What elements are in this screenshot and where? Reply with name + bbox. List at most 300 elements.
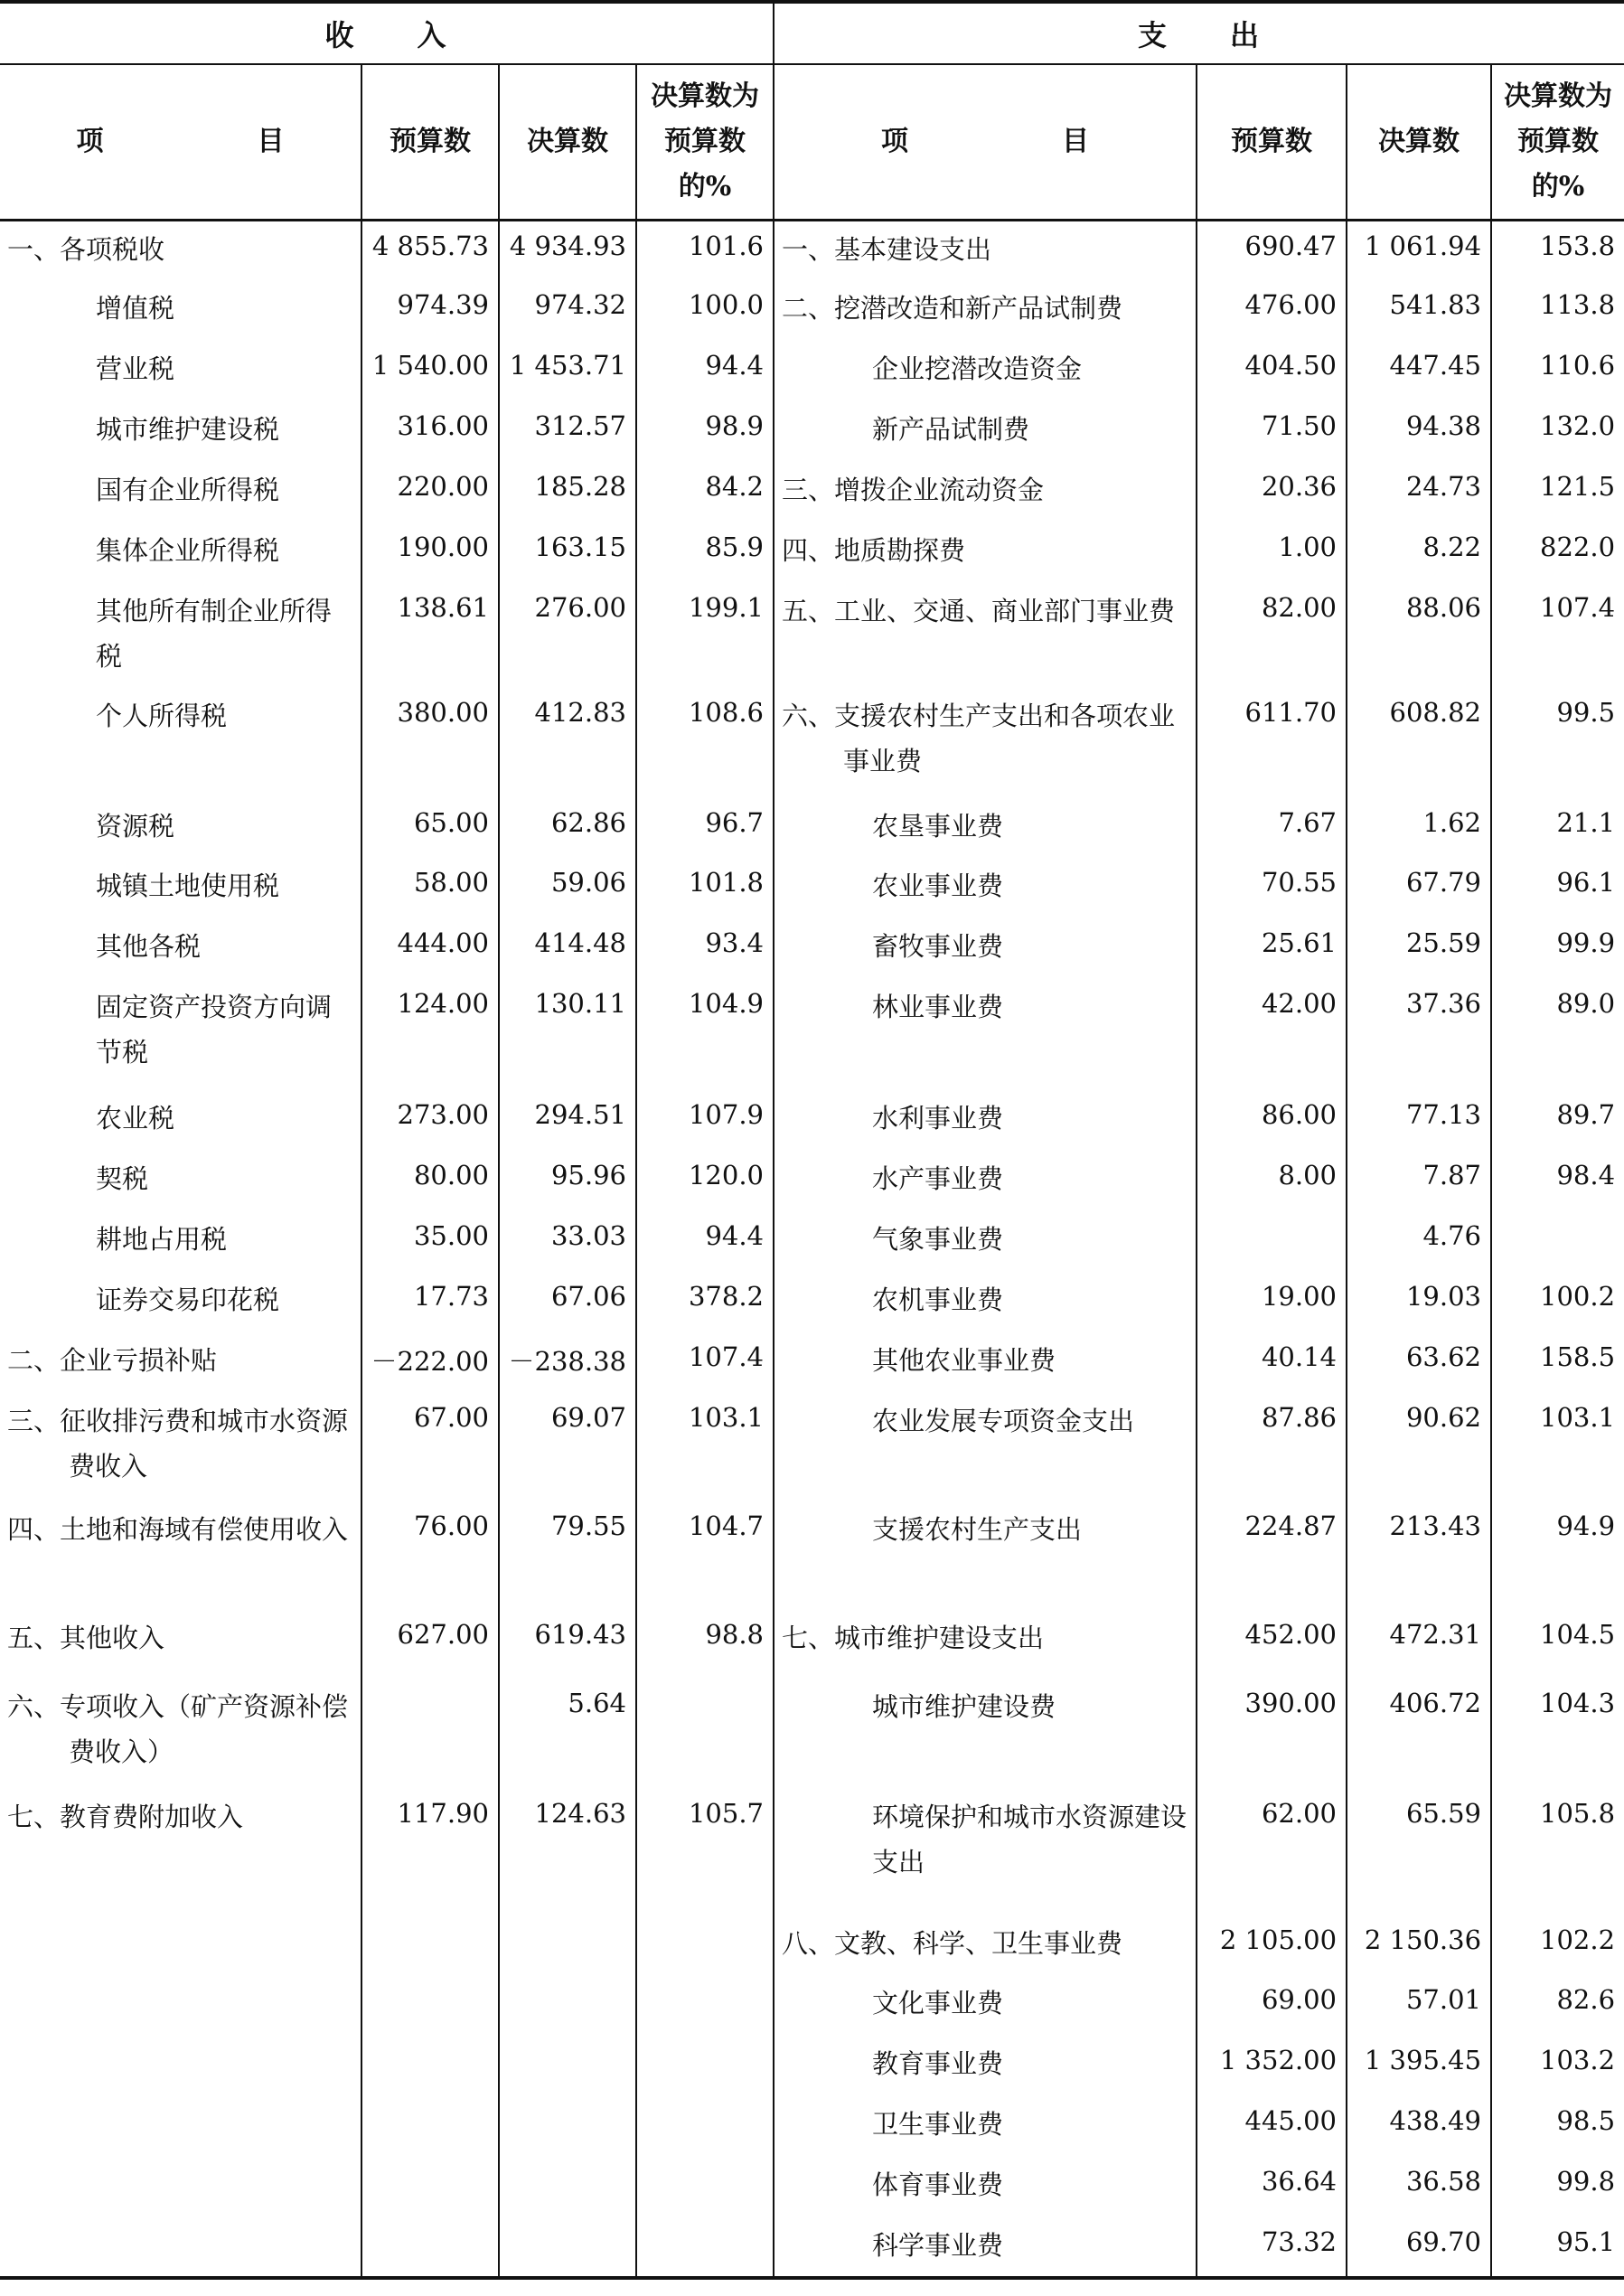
expenditure-budget: 2 105.00 <box>1197 1915 1347 1975</box>
expenditure-item <box>774 1975 1197 2036</box>
income-budget <box>361 2157 499 2217</box>
item-label: 八、文教、科学、卫生事业费 <box>782 1927 1123 1959</box>
table-row <box>0 1090 1624 1151</box>
item-label: 城市维护建设费 <box>872 1690 1056 1722</box>
income-item <box>0 1789 361 1915</box>
income-ratio: 103.1 <box>636 1393 774 1501</box>
expenditure-final: 24.73 <box>1347 462 1491 522</box>
expenditure-item <box>774 2036 1197 2096</box>
item-label: 文化事业费 <box>872 1987 1004 2018</box>
item-label: 五、其他收入 <box>7 1622 165 1653</box>
item-label: 一、各项税收 <box>7 234 165 265</box>
item-label: 营业税 <box>96 353 175 384</box>
item-header-b: 目 <box>257 126 285 157</box>
item-label: 气象事业费 <box>872 1223 1004 1255</box>
item-label: 支援农村生产支出 <box>872 1513 1083 1545</box>
item-label: 农业事业费 <box>872 870 1004 901</box>
income-final <box>499 1975 636 2036</box>
income-item <box>0 280 361 341</box>
table-row <box>0 1211 1624 1272</box>
expenditure-budget: 8.00 <box>1197 1151 1347 1211</box>
expenditure-item <box>774 1090 1197 1151</box>
income-final <box>499 2096 636 2157</box>
item-label: 七、教育费附加收入 <box>7 1801 244 1832</box>
expenditure-item <box>774 2096 1197 2157</box>
item-header-b: 目 <box>1062 126 1090 157</box>
left-item-header <box>0 64 361 221</box>
income-ratio: 104.9 <box>636 979 774 1090</box>
income-budget: 17.73 <box>361 1272 499 1332</box>
expenditure-final: 406.72 <box>1347 1679 1491 1789</box>
item-label: 卫生事业费 <box>872 2108 1004 2140</box>
expenditure-final: 19.03 <box>1347 1272 1491 1332</box>
expenditure-final: 447.45 <box>1347 341 1491 401</box>
income-ratio: 101.8 <box>636 858 774 918</box>
income-item <box>0 798 361 858</box>
expenditure-budget: 445.00 <box>1197 2096 1347 2157</box>
table-row <box>0 2157 1624 2217</box>
expenditure-ratio: 105.8 <box>1491 1789 1624 1915</box>
income-item <box>0 979 361 1090</box>
item-label: 集体企业所得税 <box>96 534 280 566</box>
expenditure-budget: 87.86 <box>1197 1393 1347 1501</box>
expenditure-item <box>774 858 1197 918</box>
expenditure-ratio: 96.1 <box>1491 858 1624 918</box>
income-item <box>0 1272 361 1332</box>
item-label: 农业发展专项资金支出 <box>872 1405 1135 1436</box>
expenditure-item <box>774 401 1197 462</box>
item-label: 城市维护建设税 <box>96 413 280 445</box>
expenditure-final: 438.49 <box>1347 2096 1491 2157</box>
income-budget: 220.00 <box>361 462 499 522</box>
table-row <box>0 1501 1624 1610</box>
expenditure-ratio: 94.9 <box>1491 1501 1624 1610</box>
income-item <box>0 583 361 688</box>
income-final: 67.06 <box>499 1272 636 1332</box>
income-budget <box>361 1679 499 1789</box>
expenditure-item <box>774 918 1197 979</box>
income-budget: 273.00 <box>361 1090 499 1151</box>
income-final: 619.43 <box>499 1610 636 1679</box>
expenditure-final: 25.59 <box>1347 918 1491 979</box>
income-budget: 124.00 <box>361 979 499 1090</box>
table-row <box>0 1789 1624 1915</box>
income-item <box>0 522 361 583</box>
expenditure-item <box>774 522 1197 583</box>
expenditure-ratio: 104.3 <box>1491 1679 1624 1789</box>
expenditure-budget: 611.70 <box>1197 688 1347 798</box>
table-row <box>0 1151 1624 1211</box>
income-item <box>0 858 361 918</box>
expenditure-ratio: 100.2 <box>1491 1272 1624 1332</box>
table-row <box>0 858 1624 918</box>
income-final: 5.64 <box>499 1679 636 1789</box>
income-final: 412.83 <box>499 688 636 798</box>
income-budget: 1 540.00 <box>361 341 499 401</box>
income-item <box>0 1090 361 1151</box>
expenditure-ratio: 98.5 <box>1491 2096 1624 2157</box>
expenditure-final: 94.38 <box>1347 401 1491 462</box>
item-label: 教育事业费 <box>872 2047 1004 2079</box>
item-label: 水产事业费 <box>872 1162 1004 1194</box>
expenditure-budget: 42.00 <box>1197 979 1347 1090</box>
item-label: 三、征收排污费和城市水资源费收入 <box>7 1405 349 1482</box>
expenditure-ratio: 99.9 <box>1491 918 1624 979</box>
expenditure-item <box>774 1679 1197 1789</box>
income-budget: 380.00 <box>361 688 499 798</box>
income-ratio: 98.9 <box>636 401 774 462</box>
income-final: 974.32 <box>499 280 636 341</box>
expenditure-item <box>774 1915 1197 1975</box>
expenditure-budget: 690.47 <box>1197 221 1347 280</box>
income-budget: 76.00 <box>361 1501 499 1610</box>
item-label: 企业挖潜改造资金 <box>872 353 1083 384</box>
expenditure-budget <box>1197 1211 1347 1272</box>
income-ratio: 378.2 <box>636 1272 774 1332</box>
item-label: 体育事业费 <box>872 2169 1004 2200</box>
expenditure-budget: 36.64 <box>1197 2157 1347 2217</box>
table-row <box>0 1975 1624 2036</box>
expenditure-final: 4.76 <box>1347 1211 1491 1272</box>
income-ratio: 100.0 <box>636 280 774 341</box>
expenditure-budget: 1.00 <box>1197 522 1347 583</box>
item-label: 资源税 <box>96 810 175 842</box>
expenditure-final: 57.01 <box>1347 1975 1491 2036</box>
expenditure-item <box>774 688 1197 798</box>
expenditure-final: 1.62 <box>1347 798 1491 858</box>
item-label: 固定资产投资方向调节税 <box>96 991 333 1068</box>
table-row <box>0 1679 1624 1789</box>
item-label: 七、城市维护建设支出 <box>782 1622 1045 1653</box>
income-budget: 35.00 <box>361 1211 499 1272</box>
expenditure-final: 8.22 <box>1347 522 1491 583</box>
item-label: 农机事业费 <box>872 1284 1004 1315</box>
income-item <box>0 2217 361 2278</box>
expenditure-ratio: 99.5 <box>1491 688 1624 798</box>
expenditure-ratio: 98.4 <box>1491 1151 1624 1211</box>
item-label: 林业事业费 <box>872 991 1004 1022</box>
item-label: 四、土地和海域有偿使用收入 <box>7 1513 349 1545</box>
expenditure-final: 1 061.94 <box>1347 221 1491 280</box>
income-item <box>0 221 361 280</box>
income-budget: 65.00 <box>361 798 499 858</box>
income-budget: 58.00 <box>361 858 499 918</box>
expenditure-budget: 7.67 <box>1197 798 1347 858</box>
expenditure-ratio: 95.1 <box>1491 2217 1624 2278</box>
table-row <box>0 688 1624 798</box>
expenditure-budget: 82.00 <box>1197 583 1347 688</box>
item-label: 国有企业所得税 <box>96 474 280 505</box>
column-header-row <box>0 64 1624 221</box>
income-item <box>0 1211 361 1272</box>
expenditure-final: 67.79 <box>1347 858 1491 918</box>
item-label: 其他所有制企业所得税 <box>96 595 333 672</box>
income-budget: 67.00 <box>361 1393 499 1501</box>
income-ratio: 105.7 <box>636 1789 774 1915</box>
expenditure-final: 2 150.36 <box>1347 1915 1491 1975</box>
expenditure-ratio: 21.1 <box>1491 798 1624 858</box>
income-item <box>0 2096 361 2157</box>
income-final: 294.51 <box>499 1090 636 1151</box>
item-label: 二、挖潜改造和新产品试制费 <box>782 292 1123 324</box>
income-item <box>0 462 361 522</box>
expenditure-budget: 73.32 <box>1197 2217 1347 2278</box>
expenditure-ratio: 153.8 <box>1491 221 1624 280</box>
item-label: 农垦事业费 <box>872 810 1004 842</box>
income-final: 62.86 <box>499 798 636 858</box>
income-ratio <box>636 1915 774 1975</box>
income-final: 95.96 <box>499 1151 636 1211</box>
income-ratio: 94.4 <box>636 341 774 401</box>
item-label: 四、地质勘探费 <box>782 534 966 566</box>
income-ratio: 107.9 <box>636 1090 774 1151</box>
item-label: 农业税 <box>96 1102 175 1134</box>
income-ratio <box>636 2157 774 2217</box>
table-row <box>0 979 1624 1090</box>
table-row <box>0 918 1624 979</box>
income-ratio <box>636 1975 774 2036</box>
expenditure-ratio <box>1491 1211 1624 1272</box>
expenditure-ratio: 82.6 <box>1491 1975 1624 2036</box>
income-final <box>499 2157 636 2217</box>
table-row <box>0 1393 1624 1501</box>
expenditure-final: 37.36 <box>1347 979 1491 1090</box>
table-row <box>0 583 1624 688</box>
income-item <box>0 1610 361 1679</box>
income-final: 4 934.93 <box>499 221 636 280</box>
income-ratio: 94.4 <box>636 1211 774 1272</box>
expenditure-budget: 390.00 <box>1197 1679 1347 1789</box>
expenditure-item <box>774 1393 1197 1501</box>
expenditure-ratio: 89.0 <box>1491 979 1624 1090</box>
table-row <box>0 462 1624 522</box>
income-item <box>0 918 361 979</box>
expenditure-budget: 20.36 <box>1197 462 1347 522</box>
table-row <box>0 2036 1624 2096</box>
expenditure-final: 1 395.45 <box>1347 2036 1491 2096</box>
table-row <box>0 2217 1624 2278</box>
table-row <box>0 280 1624 341</box>
table-row <box>0 341 1624 401</box>
income-final: 185.28 <box>499 462 636 522</box>
income-budget <box>361 2036 499 2096</box>
expenditure-final: 213.43 <box>1347 1501 1491 1610</box>
expenditure-item <box>774 1272 1197 1332</box>
item-label: 新产品试制费 <box>872 413 1030 445</box>
income-final <box>499 2217 636 2278</box>
income-final: 163.15 <box>499 522 636 583</box>
item-label: 环境保护和城市水资源建设支出 <box>872 1801 1187 1877</box>
table-row <box>0 401 1624 462</box>
income-item <box>0 1915 361 1975</box>
item-label: 水利事业费 <box>872 1102 1004 1134</box>
income-ratio: 199.1 <box>636 583 774 688</box>
income-ratio: 108.6 <box>636 688 774 798</box>
table-row <box>0 798 1624 858</box>
expenditure-budget: 69.00 <box>1197 1975 1347 2036</box>
right-ratio-header: 决算数为预算数的% <box>1491 64 1624 221</box>
expenditure-final: 88.06 <box>1347 583 1491 688</box>
section-header-row <box>0 2 1624 64</box>
expenditure-final: 608.82 <box>1347 688 1491 798</box>
income-budget: 190.00 <box>361 522 499 583</box>
expenditure-item <box>774 1211 1197 1272</box>
expenditure-item <box>774 221 1197 280</box>
income-ratio: 96.7 <box>636 798 774 858</box>
expenditure-final: 77.13 <box>1347 1090 1491 1151</box>
income-ratio: 107.4 <box>636 1332 774 1393</box>
income-final: 124.63 <box>499 1789 636 1915</box>
income-ratio: 104.7 <box>636 1501 774 1610</box>
income-final: 312.57 <box>499 401 636 462</box>
expenditure-header: 支 出 <box>774 2 1624 64</box>
expenditure-budget: 25.61 <box>1197 918 1347 979</box>
income-header: 收 入 <box>0 2 774 64</box>
item-label: 个人所得税 <box>96 700 228 731</box>
income-final: 69.07 <box>499 1393 636 1501</box>
expenditure-final: 472.31 <box>1347 1610 1491 1679</box>
income-item <box>0 1151 361 1211</box>
income-final: 59.06 <box>499 858 636 918</box>
expenditure-ratio: 103.1 <box>1491 1393 1624 1501</box>
income-item <box>0 2036 361 2096</box>
expenditure-final: 541.83 <box>1347 280 1491 341</box>
expenditure-ratio: 103.2 <box>1491 2036 1624 2096</box>
income-item <box>0 1393 361 1501</box>
income-budget <box>361 1915 499 1975</box>
income-final <box>499 2036 636 2096</box>
expenditure-item <box>774 798 1197 858</box>
expenditure-ratio: 107.4 <box>1491 583 1624 688</box>
table-row <box>0 522 1624 583</box>
income-budget: －222.00 <box>361 1332 499 1393</box>
expenditure-final: 7.87 <box>1347 1151 1491 1211</box>
table-row <box>0 1915 1624 1975</box>
left-budget-header: 预算数 <box>361 64 499 221</box>
expenditure-budget: 452.00 <box>1197 1610 1347 1679</box>
expenditure-budget: 62.00 <box>1197 1789 1347 1915</box>
expenditure-ratio: 89.7 <box>1491 1090 1624 1151</box>
item-label: 城镇土地使用税 <box>96 870 280 901</box>
expenditure-item <box>774 1789 1197 1915</box>
left-final-header: 决算数 <box>499 64 636 221</box>
item-label: 六、支援农村生产支出和各项农业事业费 <box>782 700 1176 776</box>
item-label: 畜牧事业费 <box>872 930 1004 962</box>
income-ratio: 98.8 <box>636 1610 774 1679</box>
expenditure-item <box>774 462 1197 522</box>
income-ratio <box>636 2036 774 2096</box>
income-ratio: 93.4 <box>636 918 774 979</box>
expenditure-item <box>774 280 1197 341</box>
item-label: 证券交易印花税 <box>96 1284 280 1315</box>
right-budget-header: 预算数 <box>1197 64 1347 221</box>
expenditure-ratio: 102.2 <box>1491 1915 1624 1975</box>
item-label: 科学事业费 <box>872 2229 1004 2261</box>
expenditure-final: 63.62 <box>1347 1332 1491 1393</box>
expenditure-budget: 40.14 <box>1197 1332 1347 1393</box>
expenditure-item <box>774 341 1197 401</box>
income-budget: 138.61 <box>361 583 499 688</box>
income-budget: 4 855.73 <box>361 221 499 280</box>
expenditure-ratio: 121.5 <box>1491 462 1624 522</box>
income-item <box>0 401 361 462</box>
income-item <box>0 1679 361 1789</box>
income-final <box>499 1915 636 1975</box>
expenditure-ratio: 110.6 <box>1491 341 1624 401</box>
income-final: 79.55 <box>499 1501 636 1610</box>
expenditure-budget: 1 352.00 <box>1197 2036 1347 2096</box>
income-final: 414.48 <box>499 918 636 979</box>
expenditure-item <box>774 1151 1197 1211</box>
income-item <box>0 2157 361 2217</box>
income-budget: 444.00 <box>361 918 499 979</box>
expenditure-ratio: 113.8 <box>1491 280 1624 341</box>
table-row <box>0 221 1624 280</box>
expenditure-ratio: 132.0 <box>1491 401 1624 462</box>
table-row <box>0 1332 1624 1393</box>
expenditure-item <box>774 1501 1197 1610</box>
expenditure-budget: 70.55 <box>1197 858 1347 918</box>
expenditure-item <box>774 2217 1197 2278</box>
expenditure-ratio: 99.8 <box>1491 2157 1624 2217</box>
income-budget <box>361 1975 499 2036</box>
item-label: 其他各税 <box>96 930 202 962</box>
income-ratio: 120.0 <box>636 1151 774 1211</box>
expenditure-budget: 224.87 <box>1197 1501 1347 1610</box>
expenditure-budget: 19.00 <box>1197 1272 1347 1332</box>
expenditure-budget: 404.50 <box>1197 341 1347 401</box>
income-ratio: 101.6 <box>636 221 774 280</box>
expenditure-final: 65.59 <box>1347 1789 1491 1915</box>
item-label: 六、专项收入（矿产资源补偿费收入） <box>7 1690 349 1767</box>
expenditure-ratio: 158.5 <box>1491 1332 1624 1393</box>
item-label: 五、工业、交通、商业部门事业费 <box>782 595 1176 626</box>
income-ratio <box>636 1679 774 1789</box>
income-item <box>0 341 361 401</box>
income-ratio <box>636 2096 774 2157</box>
right-final-header: 决算数 <box>1347 64 1491 221</box>
income-ratio: 84.2 <box>636 462 774 522</box>
income-item <box>0 1975 361 2036</box>
expenditure-ratio: 104.5 <box>1491 1610 1624 1679</box>
income-final: 276.00 <box>499 583 636 688</box>
expenditure-item <box>774 1332 1197 1393</box>
income-final: 1 453.71 <box>499 341 636 401</box>
right-item-header <box>774 64 1197 221</box>
item-label: 其他农业事业费 <box>872 1344 1056 1376</box>
item-label: 三、增拨企业流动资金 <box>782 474 1045 505</box>
income-budget: 974.39 <box>361 280 499 341</box>
expenditure-budget: 86.00 <box>1197 1090 1347 1151</box>
expenditure-ratio: 822.0 <box>1491 522 1624 583</box>
income-budget: 117.90 <box>361 1789 499 1915</box>
income-budget: 80.00 <box>361 1151 499 1211</box>
expenditure-budget: 71.50 <box>1197 401 1347 462</box>
table-body <box>0 221 1624 2278</box>
income-budget <box>361 2096 499 2157</box>
income-ratio: 85.9 <box>636 522 774 583</box>
expenditure-item <box>774 1610 1197 1679</box>
table-row <box>0 2096 1624 2157</box>
table-row <box>0 1272 1624 1332</box>
expenditure-final: 36.58 <box>1347 2157 1491 2217</box>
income-ratio <box>636 2217 774 2278</box>
left-ratio-header: 决算数为预算数的% <box>636 64 774 221</box>
item-label: 耕地占用税 <box>96 1223 228 1255</box>
income-item <box>0 688 361 798</box>
item-label: 二、企业亏损补贴 <box>7 1344 218 1376</box>
item-label: 契税 <box>96 1162 149 1194</box>
